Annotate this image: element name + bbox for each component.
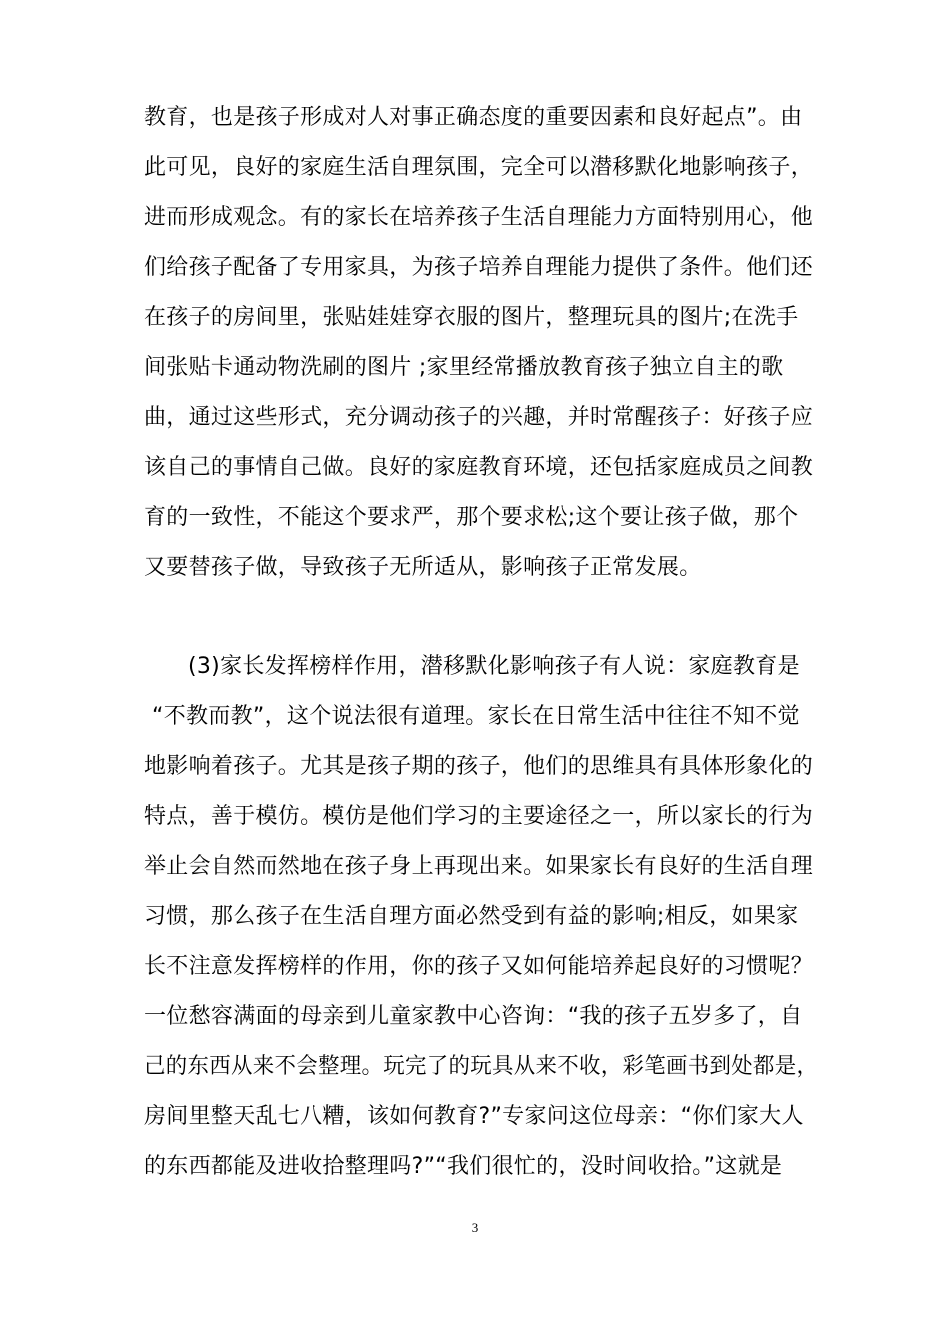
- text-line: 的东西都能及进收拾整理吗?”“我们很忙的，没时间收拾。”这就是: [144, 1154, 783, 1179]
- page-number: 3: [471, 1220, 479, 1235]
- text-line: 该自己的事情自己做。良好的家庭教育环境，还包括家庭成员之间教: [144, 455, 814, 480]
- text-line: 特点，善于模仿。模仿是他们学习的主要途径之一，所以家长的行为: [144, 804, 814, 829]
- text-line: (3)家长发挥榜样作用，潜移默化影响孩子有人说：家庭教育是: [188, 654, 800, 679]
- text-line: 间张贴卡通动物洗刷的图片 ;家里经常播放教育孩子独立自主的歌: [144, 355, 784, 380]
- text-line: 习惯，那么孩子在生活自理方面必然受到有益的影响;相反，如果家: [144, 904, 799, 929]
- text-line: 举止会自然而然地在孩子身上再现出来。如果家长有良好的生活自理: [144, 854, 814, 879]
- text-line: 教育，也是孩子形成对人对事正确态度的重要因素和良好起点”。由: [144, 105, 803, 130]
- text-line: 进而形成观念。有的家长在培养孩子生活自理能力方面特别用心，他: [144, 205, 814, 230]
- text-line: 们给孩子配备了专用家具，为孩子培养自理能力提供了条件。他们还: [144, 255, 814, 280]
- text-line: 长不注意发挥榜样的作用，你的孩子又如何能培养起良好的习惯呢？: [144, 954, 814, 979]
- text-line: 此可见，良好的家庭生活自理氛围，完全可以潜移默化地影响孩子，: [144, 155, 814, 180]
- text-line: 房间里整天乱七八糟，该如何教育?”专家问这位母亲：“你们家大人: [144, 1104, 804, 1129]
- text-line: 在孩子的房间里，张贴娃娃穿衣服的图片，整理玩具的图片;在洗手: [144, 305, 799, 330]
- text-line: 曲，通过这些形式，充分调动孩子的兴趣，并时常醒孩子：好孩子应: [144, 405, 814, 430]
- text-line: 育的一致性，不能这个要求严，那个要求松;这个要让孩子做，那个: [144, 505, 799, 530]
- text-line: “不教而教”，这个说法很有道理。家长在日常生活中往往不知不觉: [152, 704, 800, 729]
- text-line: 地影响着孩子。尤其是孩子期的孩子，他们的思维具有具体形象化的: [144, 754, 814, 779]
- text-line: 又要替孩子做，导致孩子无所适从，影响孩子正常发展。: [144, 555, 702, 580]
- text-line: 己的东西从来不会整理。玩完了的玩具从来不收，彩笔画书到处都是，: [144, 1054, 819, 1079]
- text-line: 一位愁容满面的母亲到儿童家教中心咨询：“我的孩子五岁多了，自: [144, 1004, 803, 1029]
